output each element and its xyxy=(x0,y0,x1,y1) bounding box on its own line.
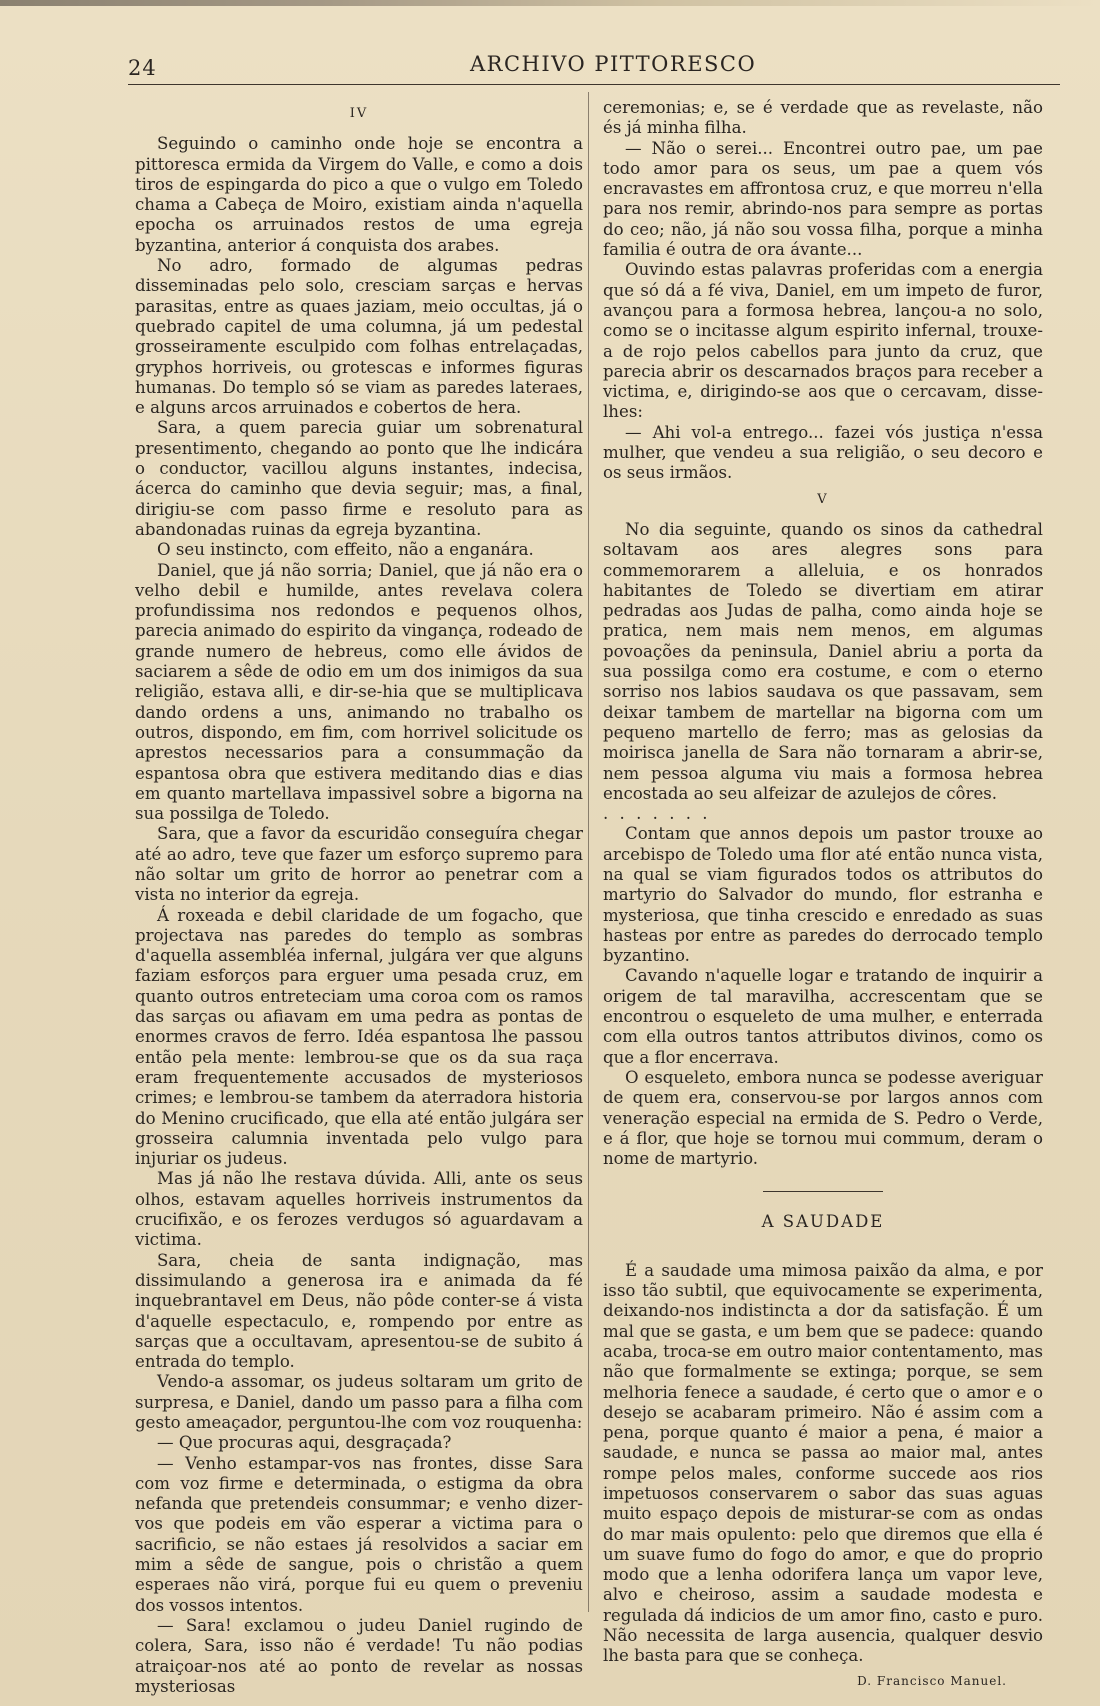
paragraph: O esqueleto, embora nunca se podesse averiguar de quem era, conservou-se por largos annos com veneração especial na ermida de S. Pedro o Verde, e á flor, que hoje se tornou mui commum, deram o nome de martyrio. xyxy=(603,1067,1043,1169)
paragraph: Seguindo o caminho onde hoje se encontra a pittoresca ermida da Virgem do Valle, e como a dois tiros de espingarda do pico a que o vulgo em Toledo chama a Cabeça de Moiro, existiam ainda n'aquella epocha os arruinados restos de uma egreja byzantina, anterior á conquista dos arabes. xyxy=(135,134,583,255)
top-edge-rule xyxy=(0,0,1100,6)
paragraph: O seu instincto, com effeito, não a enganára. xyxy=(157,540,534,560)
article-separator-rule xyxy=(763,1191,883,1192)
paragraph: Sara, cheia de santa indignação, mas dissimulando a generosa ira e animada da fé inquebrantavel em Deus, não pôde conter-se á vista d'aquelle espectaculo, e, rompendo por entre as sarças que a occultavam, apresentou-se de subito á entrada do templo. xyxy=(135,1250,583,1372)
section-label-iv: IV xyxy=(349,106,369,121)
dialogue-line: — Que procuras aqui, desgraçada? xyxy=(157,1433,452,1453)
paragraph: É a saudade uma mimosa paixão da alma, e por isso tão subtil, que equivocamente se experimenta, deixando-nos indistincta a dor da satisfação. É um mal que se gasta, e um bem que se padece: quando acaba, troca-se em outro maior contentamento, mas não que formalmente se extinga; porque, se sem melhoria fenece a saudade, é certo que o amor e o desejo se acabaram primeiro. Não é assim com a pena, porque quanto é maior a pena, é maior a saudade, e nunca se passa ao maior mal, antes rompe pelos males, conforme succede aos rios impetuosos conservarem o sabor das suas aguas muito espaço depois de misturar-se com as ondas do mar mais opulento: pelo que diremos que ella é um suave fumo do fogo do amor, e que do proprio modo que a lenha odorifera lança um vapor leve, alvo e cheiroso, assim a saudade modesta e regulada dá indicios de um amor fino, casto e puro. Não necessita de larga ausencia, qualquer desvio lhe basta para que se conheça. xyxy=(603,1260,1043,1666)
paragraph: Sara, a quem parecia guiar um sobrenatural presentimento, chegando ao ponto que lhe indicára o conductor, vacillou alguns instantes, indecisa, ácerca do caminho que devia seguir; mas, a final, dirigiu-se com passo firme e resoluto para as abandonadas ruinas da egreja byzantina. xyxy=(135,418,583,539)
left-column xyxy=(135,98,583,1697)
paragraph: No dia seguinte, quando os sinos da cathedral soltavam aos ares alegres sons para commemorarem a alleluia, e os honrados habitantes de Toledo se divertiam em atirar pedradas aos Judas de palha, como ainda hoje se pratica, nem mais nem menos, em algumas povoações da peninsula, Daniel abriu a porta da sua possilga como era costume, e com o eterno sorriso nos labios saudava os que passavam, sem deixar tambem de martellar na bigorna com um pequeno martello de ferro; mas as gelosias da moirisca janella de Sara não tornaram a abrir-se, nem pessoa alguma viu mais a formosa hebrea encostada ao seu alfeizar de azulejos de côres. xyxy=(603,519,1043,803)
ellipsis-dots: . . . . . . . xyxy=(603,804,711,824)
author-signature: D. Francisco Manuel. xyxy=(857,1673,1007,1688)
page-number: 24 xyxy=(128,56,157,80)
paragraph: Mas já não lhe restava dúvida. Alli, ante os seus olhos, estavam aquelles horriveis instrumentos da crucifixão, e os ferozes verdugos só aguardavam a victima. xyxy=(135,1169,583,1250)
right-column xyxy=(603,98,1043,1691)
dialogue-line: — Não o serei... Encontrei outro pae, um pae todo amor para os seus, um pae a quem vós encravastes em affrontosa cruz, e que morreu n'ella para nos remir, abrindo-nos para sempre as portas do ceo; não, já não sou vossa filha, porque a minha familia é outra de ora ávante... xyxy=(603,138,1043,260)
paragraph: Ouvindo estas palavras proferidas com a energia que só dá a fé viva, Daniel, em um impeto de furor, avançou para a formosa hebrea, lançou-a no solo, como se o incitasse algum espirito infernal, trouxe-a de rojo pelos cabellos para junto da cruz, que parecia abrir os descarnados braços para receber a victima, e, dirigindo-se aos que o cercavam, disse-lhes: xyxy=(603,260,1043,422)
section-label-v: V xyxy=(817,491,829,507)
running-title: ARCHIVO PITTORESCO xyxy=(470,52,757,76)
paragraph: Contam que annos depois um pastor trouxe ao arcebispo de Toledo uma flor até então nunca vista, na qual se viam figurados todos os attributos do martyrio do Salvador do mundo, flor estranha e mysteriosa, que tinha crescido e enredado as suas hasteas por entre as paredes do derrocado templo byzantino. xyxy=(603,824,1043,966)
dialogue-line: — Ahi vol-a entrego... fazei vós justiça n'essa mulher, que vendeu a sua religião, o seu decoro e os seus irmãos. xyxy=(603,422,1043,483)
dialogue-line: — Venho estampar-vos nas frontes, disse Sara com voz firme e determinada, o estigma da obra nefanda que pretendeis consummar; e venho dizer-vos que podeis em vão esperar a victima para o sacrificio, se não estaes já resolvidos a saciar em mim a sêde de sangue, pois o christão a quem esperaes não virá, porque fui eu quem o preveniu dos vossos intentos. xyxy=(135,1453,583,1615)
paragraph: Á roxeada e debil claridade de um fogacho, que projectava nas paredes do templo as sombras d'aquella assembléa infernal, julgára ver que alguns faziam esforços para erguer uma pesada cruz, em quanto outros entreteciam uma coroa com os ramos das sarças ou afiavam em uma pedra as pontas de enormes cravos de ferro. Idéa espantosa lhe passou então pela mente: lembrou-se que os da sua raça eram frequentemente accusados de mysteriosos crimes; e lembrou-se tambem da aterradora historia do Menino crucificado, que ella até então julgára ser grosseira calumnia inventada pelo vulgo para injuriar os judeus. xyxy=(135,905,583,1169)
paragraph: Cavando n'aquelle logar e tratando de inquirir a origem de tal maravilha, accrescentam que se encontrou o esqueleto de uma mulher, e enterrada com ella outros tantos attributos divinos, como os que a flor encerrava. xyxy=(603,966,1043,1067)
article-title: A SAUDADE xyxy=(761,1212,885,1232)
paragraph: Sara, que a favor da escuridão conseguíra chegar até ao adro, teve que fazer um esforço supremo para não soltar um grito de horror ao penetrar com a vista no interior da egreja. xyxy=(135,824,583,905)
paragraph: Vendo-a assomar, os judeus soltaram um grito de surpresa, e Daniel, dando um passo para a filha com gesto ameaçador, perguntou-lhe com voz rouquenha: xyxy=(135,1372,583,1432)
paragraph: No adro, formado de algumas pedras disseminadas pelo solo, cresciam sarças e hervas parasitas, entre as quaes jaziam, meio occultas, já o quebrado capitel de uma columna, já um pedestal grosseiramente esculpido com folhas entrelaçadas, gryphos horriveis, ou grotescas e informes figuras humanas. Do templo só se viam as paredes lateraes, e alguns arcos arruinados e cobertos de hera. xyxy=(135,256,583,418)
column-divider xyxy=(588,92,589,1612)
paragraph: Daniel, que já não sorria; Daniel, que já não era o velho debil e humilde, antes revelava colera profundissima nos redondos e pequenos olhos, parecia animado do espirito da vingança, rodeado de grande numero de hebreus, como elle ávidos de saciarem a sêde de odio em um dos inimigos da sua religião, estava alli, e dir-se-hia que se multiplicava dando ordens a uns, animando no trabalho os outros, dispondo, em fim, com horrivel solicitude os aprestos necessarios para a consummação da espantosa obra que estivera meditando dias e dias em quanto martellava impassivel sobre a bigorna na sua possilga de Toledo. xyxy=(135,560,583,824)
paragraph-continuation: ceremonias; e, se é verdade que as revelaste, não és já minha filha. xyxy=(603,98,1043,138)
dialogue-line: — Sara! exclamou o judeu Daniel rugindo de colera, Sara, isso não é verdade! Tu não podias atraiçoar-nos até ao ponto de revelar as nossas mysteriosas xyxy=(135,1615,583,1696)
header-rule xyxy=(128,84,1060,85)
